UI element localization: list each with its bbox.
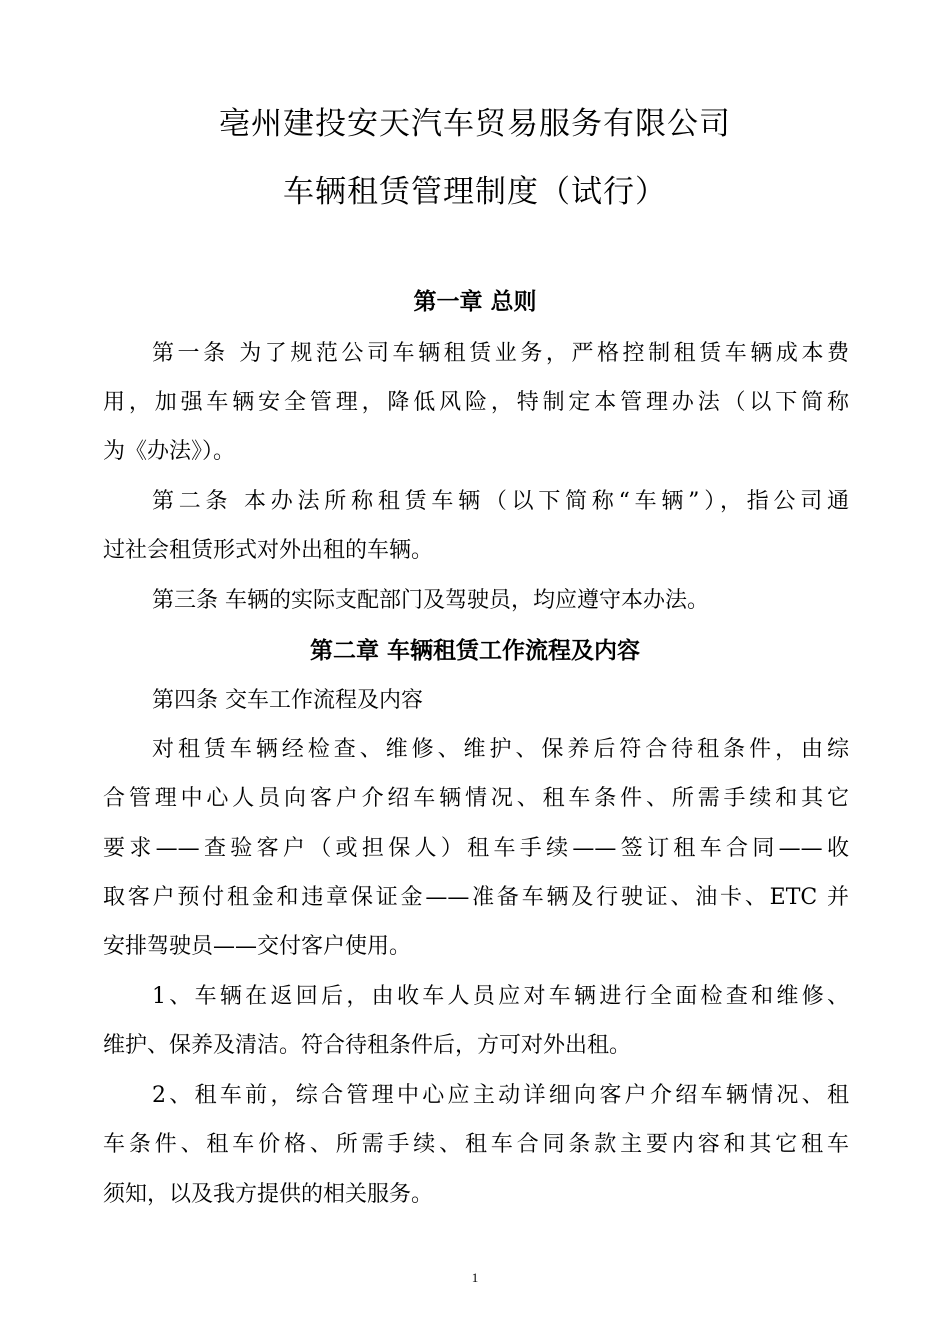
item-2-line-2: 车条件、租车价格、所需手续、租车合同条款主要内容和其它租车 (103, 1132, 849, 1157)
article-4-para-1-line-4: 取客户预付租金和违章保证金——准备车辆及行驶证、油卡、ETC 并 (103, 885, 849, 910)
article-2-line-1: 第二条 本办法所称租赁车辆（以下简称“车辆”），指公司通 (152, 489, 849, 514)
article-4-para-1-line-2: 合管理中心人员向客户介绍车辆情况、租车条件、所需手续和其它 (103, 786, 849, 811)
article-1-line-3: 为《办法》）。 (103, 439, 236, 464)
article-1-line-1: 第一条 为了规范公司车辆租赁业务，严格控制租赁车辆成本费 (152, 341, 849, 366)
document-title-company: 亳州建投安天汽车贸易服务有限公司 (219, 106, 731, 142)
document-title-regulation: 车辆租赁管理制度（试行） (283, 174, 667, 210)
page-number: 1 (471, 1270, 479, 1285)
article-3-line-1: 第三条 车辆的实际支配部门及驾驶员，均应遵守本办法。 (152, 588, 709, 613)
item-2-line-3: 须知，以及我方提供的相关服务。 (103, 1182, 434, 1207)
article-4-para-1-line-1: 对租赁车辆经检查、维修、维护、保养后符合待租条件，由综 (152, 737, 849, 762)
article-2-line-2: 过社会租赁形式对外出租的车辆。 (103, 538, 434, 563)
article-4-heading: 第四条 交车工作流程及内容 (152, 688, 423, 713)
item-1-line-1: 1、车辆在返回后，由收车人员应对车辆进行全面检查和维修、 (152, 984, 849, 1009)
article-4-para-1-line-3: 要求——查验客户（或担保人）租车手续——签订租车合同——收 (103, 836, 849, 861)
chapter-1-heading: 第一章 总则 (413, 289, 537, 315)
item-2-line-1: 2、租车前，综合管理中心应主动详细向客户介绍车辆情况、租 (152, 1083, 849, 1108)
article-4-para-1-line-5: 安排驾驶员——交付客户使用。 (103, 934, 412, 959)
chapter-2-heading: 第二章 车辆租赁工作流程及内容 (309, 638, 640, 664)
item-1-line-2: 维护、保养及清洁。符合待租条件后，方可对外出租。 (103, 1033, 632, 1058)
article-1-line-2: 用，加强车辆安全管理，降低风险，特制定本管理办法（以下简称 (103, 390, 849, 415)
